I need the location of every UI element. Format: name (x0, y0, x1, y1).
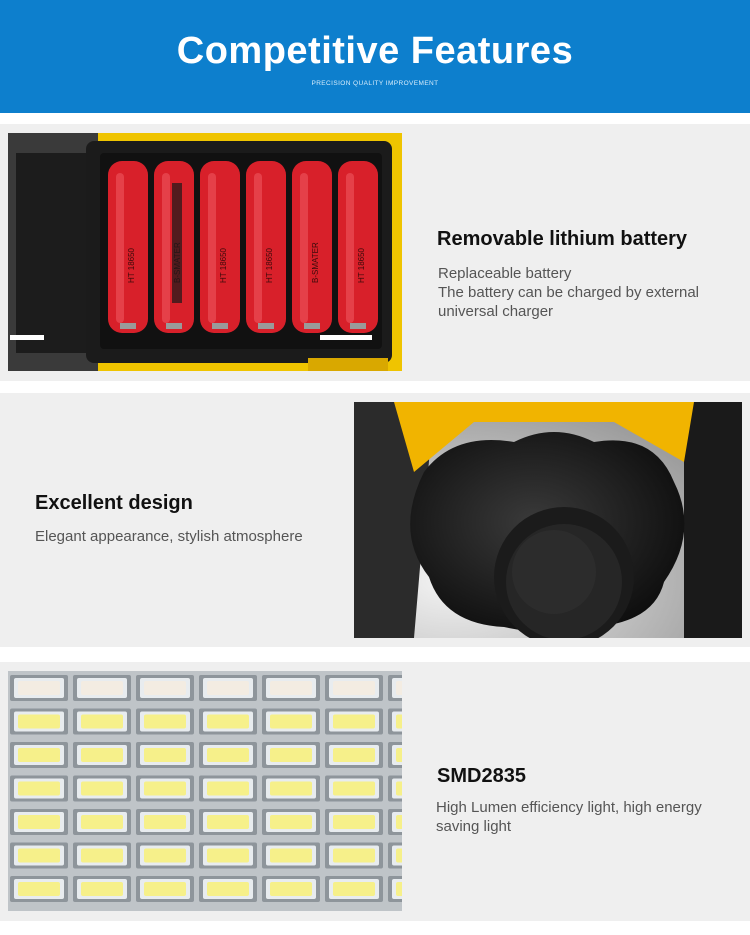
feature-title-battery: Removable lithium battery (437, 228, 688, 250)
led-chip (73, 742, 131, 768)
header-banner (0, 0, 750, 113)
led-chip (199, 675, 257, 701)
led-chip (73, 675, 131, 701)
led-chip (325, 742, 383, 768)
led-chip (262, 742, 320, 768)
led-chip (199, 809, 257, 835)
led-chip (73, 709, 131, 735)
led-chip (388, 776, 402, 802)
led-chip (10, 742, 68, 768)
led-chip (325, 709, 383, 735)
svg-text:HT 18650: HT 18650 (219, 248, 228, 283)
led-chip (388, 843, 402, 869)
led-chip (388, 709, 402, 735)
led-chip (199, 843, 257, 869)
feature-text-battery-1: Replaceable battery (438, 265, 572, 282)
page-title: Competitive Features (176, 30, 574, 72)
led-chip (136, 709, 194, 735)
led-chip (136, 876, 194, 902)
battery-cell (292, 161, 332, 333)
led-chip (10, 709, 68, 735)
led-chip (10, 776, 68, 802)
svg-text:HT 18650: HT 18650 (127, 248, 136, 283)
battery-cell (108, 161, 148, 333)
battery-cell (338, 161, 378, 333)
page-subtitle: PRECISION QUALITY IMPROVEMENT (311, 80, 439, 87)
led-chip (10, 876, 68, 902)
led-chip (73, 876, 131, 902)
feature-title-design: Excellent design (35, 492, 193, 514)
led-chip (325, 675, 383, 701)
led-chip (199, 776, 257, 802)
battery-pack-photo (8, 133, 402, 371)
led-chip (199, 742, 257, 768)
led-chip (10, 843, 68, 869)
feature-text-smd-1: High Lumen efficiency light, high energy (436, 799, 702, 816)
led-chip (325, 776, 383, 802)
svg-text:HT 18650: HT 18650 (357, 248, 366, 283)
led-chip (73, 809, 131, 835)
led-chip (136, 843, 194, 869)
led-chip (388, 809, 402, 835)
svg-text:B-SMATER: B-SMATER (311, 242, 320, 283)
led-chip (10, 675, 68, 701)
battery-cell (246, 161, 286, 333)
led-chip (325, 843, 383, 869)
led-array-photo (8, 671, 402, 911)
feature-title-smd: SMD2835 (437, 765, 526, 787)
led-chip (136, 776, 194, 802)
battery-cell (200, 161, 240, 333)
led-chip (136, 675, 194, 701)
led-chip (262, 876, 320, 902)
led-chip (136, 809, 194, 835)
led-chip (10, 809, 68, 835)
led-chip (325, 809, 383, 835)
feature-text-smd-2: saving light (436, 818, 512, 835)
led-chip (199, 709, 257, 735)
knob-photo (354, 402, 742, 638)
led-chip (262, 709, 320, 735)
svg-text:HT 18650: HT 18650 (265, 248, 274, 283)
led-chip (262, 809, 320, 835)
led-chip (262, 843, 320, 869)
led-chip (262, 675, 320, 701)
led-chip (136, 742, 194, 768)
feature-text-design-1: Elegant appearance, stylish atmosphere (35, 528, 303, 545)
feature-text-battery-3: universal charger (438, 303, 554, 320)
led-chip (262, 776, 320, 802)
led-chip (388, 876, 402, 902)
led-chip (73, 776, 131, 802)
feature-text-battery-2: The battery can be charged by external (438, 284, 699, 301)
led-chip (325, 876, 383, 902)
led-chip (388, 742, 402, 768)
led-chip (73, 843, 131, 869)
led-chip (388, 675, 402, 701)
led-chip (199, 876, 257, 902)
